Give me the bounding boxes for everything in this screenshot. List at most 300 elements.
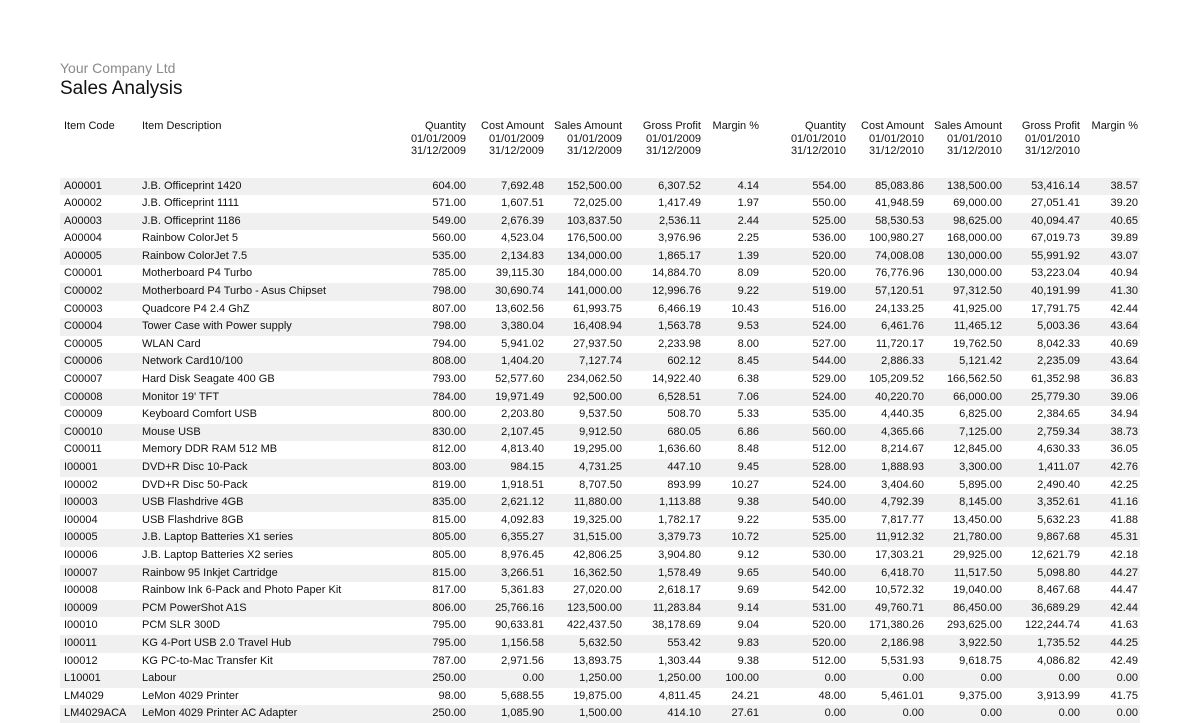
cell-margin-2009: 24.21 [731, 689, 759, 702]
cell-gross-profit-2010: 122,244.74 [1024, 619, 1080, 632]
cell-gross-profit-2009: 3,904.80 [658, 548, 701, 561]
column-header-sales-amount-2009 [546, 120, 624, 178]
cell-margin-2009: 27.61 [703, 705, 761, 723]
cell-item-description: Motherboard P4 Turbo [142, 267, 253, 280]
cell-quantity-2010: 554.00 [761, 178, 848, 196]
cell-cost-amount-2009: 0.00 [468, 670, 546, 688]
cell-item-description: Rainbow ColorJet 7.5 [138, 248, 408, 266]
cell-item-description: J.B. Officeprint 1111 [142, 197, 240, 210]
cell-gross-profit-2009: 508.70 [667, 408, 701, 421]
cell-quantity-2010: 535.00 [812, 513, 846, 526]
cell-margin-2009: 10.43 [731, 302, 759, 315]
cell-margin-2010: 42.49 [1110, 654, 1138, 667]
table-row [60, 353, 1140, 371]
cell-item-description: Tower Case with Power supply [138, 318, 408, 336]
column-header-quantity-2010-line: 01/01/2010 [790, 132, 846, 145]
cell-gross-profit-2009: 14,884.70 [652, 267, 701, 280]
cell-item-code: C00004 [60, 318, 138, 336]
cell-item-code: I00003 [60, 494, 138, 512]
cell-sales-amount-2009: 13,893.75 [573, 654, 622, 667]
cell-sales-amount-2010: 5,895.00 [959, 478, 1002, 491]
cell-quantity-2009: 819.00 [432, 478, 466, 491]
cell-quantity-2010: 524.00 [761, 389, 848, 407]
table-row [60, 459, 1140, 477]
cell-quantity-2009: 830.00 [408, 424, 468, 442]
cell-sales-amount-2009: 4,731.25 [546, 459, 624, 477]
cell-sales-amount-2010: 7,125.00 [926, 424, 1004, 442]
cell-sales-amount-2010: 138,500.00 [926, 178, 1004, 196]
cell-quantity-2009: 795.00 [408, 635, 468, 653]
cell-quantity-2009: 785.00 [432, 267, 466, 280]
cell-gross-profit-2010: 36,689.29 [1004, 600, 1082, 618]
cell-sales-amount-2010: 12,845.00 [953, 443, 1002, 456]
cell-gross-profit-2010: 67,019.73 [1031, 232, 1080, 245]
cell-sales-amount-2009: 234,062.50 [566, 373, 622, 386]
cell-sales-amount-2009: 422,437.50 [566, 619, 622, 632]
cell-margin-2009: 6.86 [703, 424, 761, 442]
cell-cost-amount-2010: 5,531.93 [881, 654, 924, 667]
cell-cost-amount-2010: 6,461.76 [848, 318, 926, 336]
cell-margin-2009: 9.45 [703, 459, 761, 477]
cell-sales-amount-2010: 0.00 [926, 705, 1004, 723]
cell-gross-profit-2009: 3,976.96 [658, 232, 701, 245]
cell-margin-2010: 40.94 [1110, 267, 1138, 280]
cell-sales-amount-2010: 3,300.00 [926, 459, 1004, 477]
cell-gross-profit-2009: 1,250.00 [624, 670, 703, 688]
column-header-cost-amount-2009 [468, 120, 546, 178]
cell-cost-amount-2010: 3,404.60 [881, 478, 924, 491]
cell-cost-amount-2009: 4,092.83 [501, 513, 544, 526]
cell-sales-amount-2010: 41,925.00 [953, 302, 1002, 315]
cell-sales-amount-2010: 293,625.00 [946, 619, 1002, 632]
cell-sales-amount-2009: 42,806.25 [573, 548, 622, 561]
cell-item-description: Network Card10/100 [138, 353, 408, 371]
cell-sales-amount-2010: 6,825.00 [959, 408, 1002, 421]
column-header-cost-amount-2010-line: 31/12/2010 [868, 145, 924, 157]
cell-sales-amount-2010: 66,000.00 [926, 389, 1004, 407]
cell-item-code: A00005 [60, 248, 138, 266]
cell-gross-profit-2009: 893.99 [667, 478, 701, 491]
cell-cost-amount-2009: 1,918.51 [501, 478, 544, 491]
company-name: Your Company Ltd [60, 60, 176, 76]
cell-cost-amount-2010: 0.00 [848, 670, 926, 688]
cell-quantity-2010: 536.00 [812, 232, 846, 245]
table-row [60, 688, 1140, 706]
cell-item-description: Rainbow ColorJet 5 [142, 232, 238, 245]
cell-margin-2010: 45.31 [1082, 529, 1140, 547]
cell-sales-amount-2010: 97,312.50 [926, 283, 1004, 301]
column-header-gross-profit-2009-line: 31/12/2009 [645, 145, 701, 157]
cell-margin-2010: 42.44 [1082, 600, 1140, 618]
table-row [60, 705, 1140, 723]
column-header-sales-amount-2009-line: 31/12/2009 [566, 145, 622, 157]
table-row [60, 600, 1140, 618]
column-header-quantity-2010 [761, 120, 848, 178]
cell-cost-amount-2009: 1,607.51 [501, 197, 544, 210]
cell-gross-profit-2010: 27,051.41 [1031, 197, 1080, 210]
cell-sales-amount-2009: 19,295.00 [573, 443, 622, 456]
cell-quantity-2009: 798.00 [408, 283, 468, 301]
column-header-gross-profit-2010-line: 01/01/2010 [1024, 132, 1080, 145]
cell-sales-amount-2010: 11,517.50 [926, 565, 1004, 583]
table-row [60, 248, 1140, 266]
cell-quantity-2009: 549.00 [408, 213, 468, 231]
cell-quantity-2009: 812.00 [432, 443, 466, 456]
cell-cost-amount-2010: 74,008.08 [848, 248, 926, 266]
table-row [60, 582, 1140, 600]
cell-margin-2010: 41.30 [1082, 283, 1140, 301]
cell-cost-amount-2009: 8,976.45 [501, 548, 544, 561]
cell-item-code: I00001 [60, 459, 138, 477]
cell-cost-amount-2010: 49,760.71 [848, 600, 926, 618]
cell-item-code: I00011 [60, 635, 138, 653]
cell-item-description: J.B. Laptop Batteries X2 series [142, 548, 294, 561]
cell-margin-2010: 41.75 [1110, 689, 1138, 702]
cell-quantity-2010: 531.00 [761, 600, 848, 618]
table-row [60, 441, 1140, 459]
cell-sales-amount-2009: 184,000.00 [566, 267, 622, 280]
cell-margin-2009: 8.00 [737, 337, 759, 350]
cell-cost-amount-2010: 76,776.96 [875, 267, 924, 280]
table-row [60, 283, 1140, 301]
cell-item-description: Labour [138, 670, 408, 688]
cell-margin-2009: 9.22 [703, 283, 761, 301]
cell-margin-2009: 1.39 [703, 248, 761, 266]
cell-sales-amount-2010: 9,618.75 [959, 654, 1002, 667]
table-row [60, 230, 1140, 248]
cell-quantity-2009: 604.00 [408, 178, 468, 196]
cell-cost-amount-2010: 11,912.32 [848, 529, 926, 547]
table-header [60, 120, 1140, 178]
cell-cost-amount-2009: 2,203.80 [501, 408, 544, 421]
cell-quantity-2010: 0.00 [761, 670, 848, 688]
table-row [60, 670, 1140, 688]
cell-item-code: A00002 [64, 197, 102, 210]
cell-item-description: Keyboard Comfort USB [142, 408, 257, 421]
cell-quantity-2010: 520.00 [812, 267, 846, 280]
cell-quantity-2009: 805.00 [432, 548, 466, 561]
cell-quantity-2009: 805.00 [408, 529, 468, 547]
cell-margin-2010: 39.20 [1110, 197, 1138, 210]
cell-sales-amount-2009: 11,880.00 [546, 494, 624, 512]
cell-gross-profit-2010: 25,779.30 [1004, 389, 1082, 407]
cell-gross-profit-2010: 9,867.68 [1004, 529, 1082, 547]
cell-margin-2010: 44.27 [1082, 565, 1140, 583]
column-header-sales-amount-2009-line: 01/01/2009 [566, 132, 622, 145]
cell-sales-amount-2009: 141,000.00 [546, 283, 624, 301]
cell-sales-amount-2010: 9,375.00 [959, 689, 1002, 702]
cell-cost-amount-2010: 4,440.35 [881, 408, 924, 421]
cell-cost-amount-2009: 2,971.56 [501, 654, 544, 667]
cell-item-description: Monitor 19' TFT [138, 389, 408, 407]
cell-margin-2010: 34.94 [1110, 408, 1138, 421]
table-row [60, 653, 1140, 671]
cell-gross-profit-2010: 61,352.98 [1031, 373, 1080, 386]
cell-gross-profit-2009: 414.10 [624, 705, 703, 723]
cell-cost-amount-2009: 3,266.51 [468, 565, 546, 583]
cell-gross-profit-2009: 1,782.17 [658, 513, 701, 526]
cell-quantity-2009: 784.00 [408, 389, 468, 407]
cell-margin-2009: 2.25 [737, 232, 759, 245]
cell-sales-amount-2009: 72,025.00 [573, 197, 622, 210]
cell-cost-amount-2010: 171,380.26 [868, 619, 924, 632]
cell-gross-profit-2009: 680.05 [624, 424, 703, 442]
cell-cost-amount-2009: 5,361.83 [501, 584, 544, 597]
column-header-sales-amount-2010-line: 31/12/2010 [946, 145, 1002, 157]
cell-quantity-2009: 806.00 [408, 600, 468, 618]
cell-gross-profit-2009: 1,636.60 [658, 443, 701, 456]
cell-quantity-2009: 794.00 [432, 337, 466, 350]
cell-quantity-2009: 560.00 [432, 232, 466, 245]
cell-sales-amount-2010: 86,450.00 [926, 600, 1004, 618]
table-row [60, 477, 1140, 495]
cell-margin-2009: 5.33 [737, 408, 759, 421]
cell-item-description: Hard Disk Seagate 400 GB [142, 373, 275, 386]
table-row [60, 494, 1140, 512]
cell-item-description: PCM SLR 300D [142, 619, 221, 632]
cell-cost-amount-2010: 1,888.93 [848, 459, 926, 477]
cell-quantity-2010: 540.00 [761, 565, 848, 583]
sales-analysis-table [60, 120, 1140, 723]
cell-margin-2010: 39.89 [1110, 232, 1138, 245]
column-header-quantity-2010-line: 31/12/2010 [790, 145, 846, 157]
cell-sales-amount-2009: 8,707.50 [579, 478, 622, 491]
cell-quantity-2009: 835.00 [408, 494, 468, 512]
cell-cost-amount-2009: 25,766.16 [468, 600, 546, 618]
cell-cost-amount-2010: 4,365.66 [848, 424, 926, 442]
cell-sales-amount-2009: 152,500.00 [546, 178, 624, 196]
cell-item-code: A00001 [60, 178, 138, 196]
cell-gross-profit-2010: 8,042.33 [1037, 337, 1080, 350]
cell-gross-profit-2010: 3,913.99 [1037, 689, 1080, 702]
cell-gross-profit-2010: 2,384.65 [1037, 408, 1080, 421]
cell-item-code: A00003 [60, 213, 138, 231]
cell-item-description: KG 4-Port USB 2.0 Travel Hub [138, 635, 408, 653]
cell-item-code: C00007 [64, 373, 103, 386]
cell-quantity-2010: 544.00 [761, 353, 848, 371]
cell-margin-2009: 8.48 [737, 443, 759, 456]
cell-item-code: C00005 [64, 337, 103, 350]
cell-gross-profit-2010: 5,632.23 [1037, 513, 1080, 526]
cell-quantity-2009: 98.00 [438, 689, 466, 702]
column-header-gross-profit-2010 [1004, 120, 1082, 178]
cell-cost-amount-2010: 17,303.21 [875, 548, 924, 561]
cell-margin-2009: 9.12 [737, 548, 759, 561]
cell-sales-amount-2009: 31,515.00 [546, 529, 624, 547]
cell-cost-amount-2009: 7,692.48 [468, 178, 546, 196]
cell-margin-2009: 8.09 [737, 267, 759, 280]
cell-quantity-2010: 520.00 [761, 635, 848, 653]
cell-sales-amount-2009: 134,000.00 [546, 248, 624, 266]
column-header-cost-amount-2009-line: 31/12/2009 [488, 145, 544, 157]
cell-cost-amount-2010: 41,948.59 [875, 197, 924, 210]
cell-item-description: WLAN Card [142, 337, 201, 350]
cell-gross-profit-2009: 1,563.78 [624, 318, 703, 336]
cell-margin-2009: 10.27 [731, 478, 759, 491]
cell-sales-amount-2009: 7,127.74 [546, 353, 624, 371]
cell-cost-amount-2010: 0.00 [848, 705, 926, 723]
cell-margin-2010: 0.00 [1082, 705, 1140, 723]
column-header-margin-2009-line: Margin % [712, 120, 759, 132]
cell-margin-2009: 9.83 [703, 635, 761, 653]
cell-gross-profit-2010: 8,467.68 [1037, 584, 1080, 597]
cell-item-code: L10001 [60, 670, 138, 688]
cell-gross-profit-2010: 40,094.47 [1004, 213, 1082, 231]
cell-cost-amount-2009: 6,355.27 [468, 529, 546, 547]
cell-cost-amount-2009: 3,380.04 [468, 318, 546, 336]
cell-sales-amount-2009: 9,912.50 [546, 424, 624, 442]
cell-gross-profit-2009: 12,996.76 [624, 283, 703, 301]
cell-quantity-2009: 817.00 [432, 584, 466, 597]
cell-margin-2010: 42.76 [1082, 459, 1140, 477]
cell-quantity-2010: 524.00 [761, 318, 848, 336]
cell-sales-amount-2010: 130,000.00 [946, 267, 1002, 280]
table-row [60, 424, 1140, 442]
column-header-quantity-2009-line: 01/01/2009 [410, 132, 466, 145]
cell-gross-profit-2010: 1,411.07 [1004, 459, 1082, 477]
cell-cost-amount-2010: 105,209.52 [868, 373, 924, 386]
table-row [60, 178, 1140, 196]
cell-item-description: DVD+R Disc 50-Pack [142, 478, 248, 491]
column-header-gross-profit-2009-line: Gross Profit [642, 120, 701, 132]
column-header-sales-amount-2009-line: Sales Amount [554, 120, 622, 132]
column-header-margin-2010-line: Margin % [1091, 120, 1138, 132]
cell-gross-profit-2009: 1,113.88 [624, 494, 703, 512]
cell-item-description: DVD+R Disc 10-Pack [138, 459, 408, 477]
column-header-cost-amount-2010-line: 01/01/2010 [868, 132, 924, 145]
cell-sales-amount-2010: 166,562.50 [946, 373, 1002, 386]
cell-cost-amount-2010: 58,530.53 [848, 213, 926, 231]
cell-gross-profit-2010: 53,223.04 [1031, 267, 1080, 280]
cell-quantity-2009: 787.00 [432, 654, 466, 667]
cell-item-description: KG PC-to-Mac Transfer Kit [142, 654, 273, 667]
cell-margin-2009: 4.14 [703, 178, 761, 196]
column-header-cost-amount-2009-line: Cost Amount [481, 120, 544, 132]
column-header-quantity-2009-line: 31/12/2009 [410, 145, 466, 157]
cell-margin-2010: 38.73 [1082, 424, 1140, 442]
cell-item-description: LeMon 4029 Printer AC Adapter [138, 705, 408, 723]
cell-gross-profit-2009: 11,283.84 [624, 600, 703, 618]
cell-gross-profit-2009: 2,618.17 [658, 584, 701, 597]
cell-quantity-2009: 807.00 [432, 302, 466, 315]
cell-item-code: C00006 [60, 353, 138, 371]
cell-quantity-2010: 542.00 [812, 584, 846, 597]
cell-gross-profit-2009: 1,578.49 [624, 565, 703, 583]
cell-gross-profit-2010: 2,235.09 [1004, 353, 1082, 371]
cell-margin-2010: 42.18 [1110, 548, 1138, 561]
cell-quantity-2010: 519.00 [761, 283, 848, 301]
cell-quantity-2010: 530.00 [812, 548, 846, 561]
table-row [60, 512, 1140, 530]
cell-margin-2009: 9.65 [703, 565, 761, 583]
cell-gross-profit-2009: 4,811.45 [658, 689, 701, 702]
cell-cost-amount-2009: 1,404.20 [468, 353, 546, 371]
cell-margin-2010: 41.88 [1110, 513, 1138, 526]
cell-cost-amount-2010: 57,120.51 [848, 283, 926, 301]
cell-gross-profit-2010: 53,416.14 [1004, 178, 1082, 196]
cell-quantity-2009: 535.00 [408, 248, 468, 266]
cell-quantity-2010: 48.00 [818, 689, 846, 702]
table-row [60, 318, 1140, 336]
cell-quantity-2009: 800.00 [432, 408, 466, 421]
cell-gross-profit-2010: 0.00 [1004, 670, 1082, 688]
cell-quantity-2010: 525.00 [761, 213, 848, 231]
cell-quantity-2010: 528.00 [761, 459, 848, 477]
cell-cost-amount-2010: 8,214.67 [881, 443, 924, 456]
cell-item-description: Rainbow Ink 6-Pack and Photo Paper Kit [142, 584, 342, 597]
cell-gross-profit-2009: 1,303.44 [658, 654, 701, 667]
cell-cost-amount-2009: 1,156.58 [468, 635, 546, 653]
cell-sales-amount-2009: 27,020.00 [573, 584, 622, 597]
column-header-gross-profit-2009 [624, 120, 703, 178]
cell-margin-2009: 9.38 [737, 654, 759, 667]
cell-margin-2009: 9.04 [737, 619, 759, 632]
cell-cost-amount-2009: 2,621.12 [468, 494, 546, 512]
cell-margin-2009: 9.22 [737, 513, 759, 526]
cell-cost-amount-2009: 19,971.49 [468, 389, 546, 407]
cell-gross-profit-2009: 2,233.98 [658, 337, 701, 350]
cell-sales-amount-2010: 69,000.00 [953, 197, 1002, 210]
column-header-quantity-2009 [408, 120, 468, 178]
cell-cost-amount-2009: 4,813.40 [501, 443, 544, 456]
cell-sales-amount-2010: 11,465.12 [926, 318, 1004, 336]
cell-quantity-2010: 0.00 [761, 705, 848, 723]
cell-margin-2009: 1.97 [737, 197, 759, 210]
cell-margin-2010: 39.06 [1082, 389, 1140, 407]
cell-item-description: Mouse USB [138, 424, 408, 442]
cell-gross-profit-2010: 2,490.40 [1037, 478, 1080, 491]
table-row [60, 336, 1140, 354]
cell-item-code: I00005 [60, 529, 138, 547]
cell-sales-amount-2009: 103,837.50 [546, 213, 624, 231]
cell-sales-amount-2010: 19,040.00 [953, 584, 1002, 597]
cell-sales-amount-2010: 98,625.00 [926, 213, 1004, 231]
cell-sales-amount-2009: 16,408.94 [546, 318, 624, 336]
cell-margin-2009: 2.44 [703, 213, 761, 231]
cell-item-code: C00001 [64, 267, 103, 280]
column-header-cost-amount-2010 [848, 120, 926, 178]
cell-margin-2010: 40.65 [1082, 213, 1140, 231]
cell-quantity-2010: 540.00 [761, 494, 848, 512]
cell-margin-2009: 10.72 [703, 529, 761, 547]
cell-sales-amount-2009: 16,362.50 [546, 565, 624, 583]
cell-margin-2009: 9.53 [703, 318, 761, 336]
cell-gross-profit-2010: 17,791.75 [1031, 302, 1080, 315]
cell-cost-amount-2009: 1,085.90 [468, 705, 546, 723]
cell-margin-2010: 40.69 [1110, 337, 1138, 350]
cell-margin-2010: 41.16 [1082, 494, 1140, 512]
cell-margin-2010: 38.57 [1082, 178, 1140, 196]
cell-gross-profit-2010: 0.00 [1004, 705, 1082, 723]
cell-item-description: Quadcore P4 2.4 GhZ [142, 302, 250, 315]
cell-gross-profit-2009: 6,307.52 [624, 178, 703, 196]
cell-quantity-2010: 550.00 [812, 197, 846, 210]
cell-sales-amount-2009: 1,250.00 [546, 670, 624, 688]
cell-cost-amount-2009: 30,690.74 [468, 283, 546, 301]
cell-gross-profit-2010: 12,621.79 [1031, 548, 1080, 561]
cell-sales-amount-2009: 5,632.50 [546, 635, 624, 653]
cell-cost-amount-2009: 2,676.39 [468, 213, 546, 231]
cell-quantity-2009: 815.00 [408, 565, 468, 583]
cell-sales-amount-2010: 5,121.42 [926, 353, 1004, 371]
cell-quantity-2010: 527.00 [812, 337, 846, 350]
cell-item-code: LM4029ACA [60, 705, 138, 723]
cell-item-code: A00004 [64, 232, 102, 245]
cell-margin-2009: 6.38 [737, 373, 759, 386]
cell-gross-profit-2010: 40,191.99 [1004, 283, 1082, 301]
cell-item-description: PCM PowerShot A1S [138, 600, 408, 618]
cell-quantity-2010: 520.00 [761, 248, 848, 266]
